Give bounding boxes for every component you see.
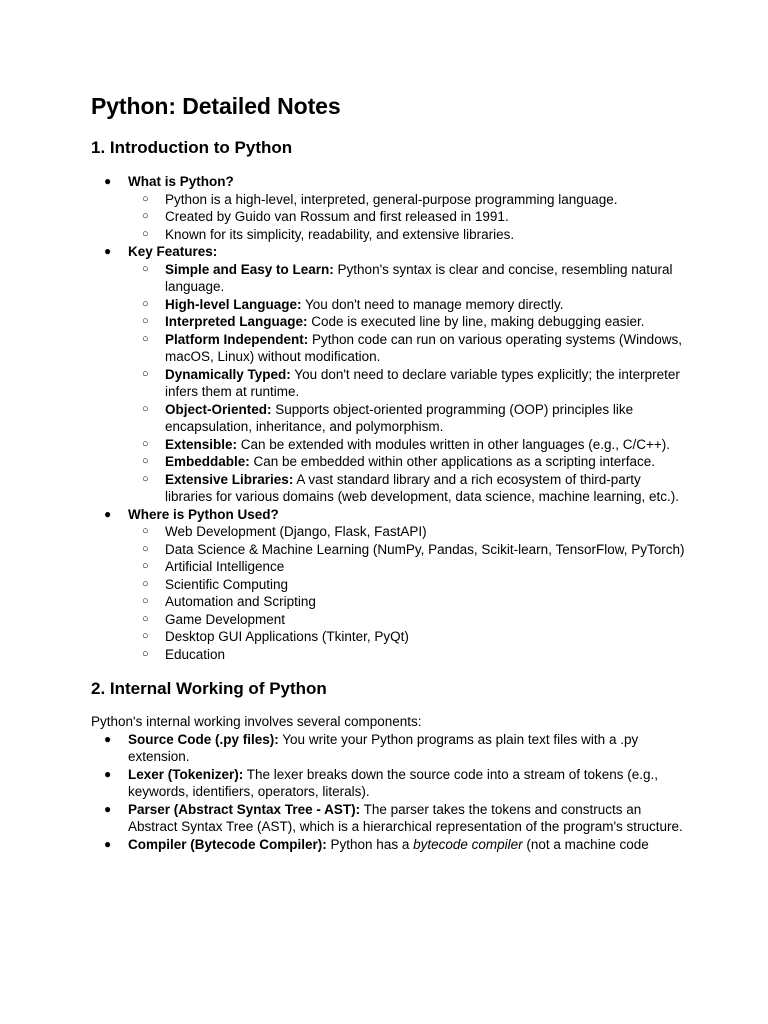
sublist-item: ○ Automation and Scripting — [142, 594, 316, 609]
sublist-what-is-python — [128, 191, 691, 244]
sublist-item: ○ High-level Language: You don't need to manage memory directly. — [142, 296, 564, 312]
bullet-icon: ● — [104, 801, 112, 816]
sublist-item: ○ Embeddable: Can be embedded within other applications as a scripting interface. — [142, 454, 656, 469]
sublist-item: ○ Interpreted Language: Code is executed line by line, making debugging easier. — [142, 314, 645, 329]
circle-bullet-icon: ○ — [142, 455, 149, 467]
introduction-list — [91, 173, 691, 663]
circle-bullet-icon: ○ — [142, 192, 149, 205]
circle-bullet-icon: ○ — [142, 367, 149, 380]
circle-bullet-icon: ○ — [142, 472, 149, 485]
circle-bullet-icon: ○ — [142, 647, 149, 660]
bullet-icon: ● — [104, 506, 112, 521]
circle-bullet-icon: ○ — [142, 560, 149, 572]
sublist-item: ○ Scientific Computing — [142, 576, 289, 592]
circle-bullet-icon: ○ — [142, 315, 149, 327]
list-item-lexer: ● Lexer (Tokenizer): The lexer breaks down the source code into a stream of tokens (e.g., keywords, identifiers, operators, literals). — [104, 766, 659, 799]
circle-bullet-icon: ○ — [142, 595, 149, 607]
sublist-item: ○ Web Development (Django, Flask, FastAPI) — [142, 524, 427, 539]
circle-bullet-icon: ○ — [142, 542, 149, 555]
sublist-item: ○ Extensible: Can be extended with modules written in other languages (e.g., C/C++). — [142, 436, 671, 452]
list-item-key-features — [91, 243, 691, 506]
circle-bullet-icon: ○ — [142, 297, 149, 310]
internal-working-list — [91, 731, 691, 854]
sublist-item: ○ Data Science & Machine Learning (NumPy, Pandas, Scikit-learn, TensorFlow, PyTorch) — [142, 541, 685, 557]
sublist-item: ○ Object-Oriented: Supports object-oriented programming (OOP) principles like encapsulation, inheritance, and polymorphism. — [142, 401, 634, 434]
circle-bullet-icon: ○ — [142, 210, 149, 222]
sublist-item: ○ Created by Guido van Rossum and first released in 1991. — [142, 209, 509, 224]
list-item-parser: ● Parser (Abstract Syntax Tree - AST): The parser takes the tokens and constructs an Abstract Syntax Tree (AST), which is a hierarchical representation of the program's structure. — [104, 801, 683, 834]
circle-bullet-icon: ○ — [142, 612, 149, 625]
circle-bullet-icon: ○ — [142, 402, 149, 415]
bullet-icon: ● — [104, 836, 112, 851]
sublist-where-used — [128, 523, 691, 663]
list-item-where-used — [91, 506, 691, 664]
sublist-key-features — [128, 261, 691, 506]
circle-bullet-icon: ○ — [142, 262, 149, 275]
sublist-item: ○ Extensive Libraries: A vast standard library and a rich ecosystem of third-party libraries for various domains (web development, data science, machine learning, etc.). — [142, 471, 680, 504]
sublist-item: ○ Desktop GUI Applications (Tkinter, PyQt) — [142, 629, 409, 644]
bullet-icon: ● — [104, 731, 112, 746]
list-item-source-code: ● Source Code (.py files): You write your Python programs as plain text files with a .py extension. — [104, 731, 639, 764]
circle-bullet-icon: ○ — [142, 227, 149, 240]
circle-bullet-icon: ○ — [142, 437, 149, 450]
sublist-item: ○ Known for its simplicity, readability, and extensive libraries. — [142, 226, 515, 242]
list-item-what-is-python — [91, 173, 691, 243]
sublist-item: ○ Simple and Easy to Learn: Python's syntax is clear and concise, resembling natural language. — [142, 261, 673, 294]
item-label: Key Features: — [128, 244, 218, 259]
circle-bullet-icon: ○ — [142, 525, 149, 537]
sublist-item: ○ Python is a high-level, interpreted, general-purpose programming language. — [142, 191, 618, 207]
sublist-item: ○ Game Development — [142, 611, 286, 627]
sublist-item: ○ Artificial Intelligence — [142, 559, 285, 574]
sublist-item: ○ Education — [142, 646, 226, 662]
sublist-item: ○ Platform Independent: Python code can run on various operating systems (Windows, macOS, Linux) without modification. — [142, 331, 682, 364]
item-label: What is Python? — [128, 174, 234, 189]
document-title: Python: Detailed Notes — [91, 93, 341, 119]
section-intro-text: Python's internal working involves several components: — [91, 714, 422, 729]
circle-bullet-icon: ○ — [142, 577, 149, 590]
sublist-item: ○ Dynamically Typed: You don't need to declare variable types explicitly; the interpreter infers them at runtime. — [142, 366, 680, 399]
item-label: Where is Python Used? — [128, 506, 279, 522]
circle-bullet-icon: ○ — [142, 630, 149, 642]
section-heading-internal-working: 2. Internal Working of Python — [91, 679, 327, 698]
bullet-icon: ● — [104, 766, 112, 781]
document-page — [91, 90, 691, 853]
bullet-icon: ● — [104, 174, 112, 188]
list-item-compiler: ● Compiler (Bytecode Compiler): Python has a bytecode compiler (not a machine code — [104, 836, 649, 852]
circle-bullet-icon: ○ — [142, 332, 149, 345]
bullet-icon: ● — [104, 244, 112, 258]
section-heading-introduction: 1. Introduction to Python — [91, 138, 293, 157]
